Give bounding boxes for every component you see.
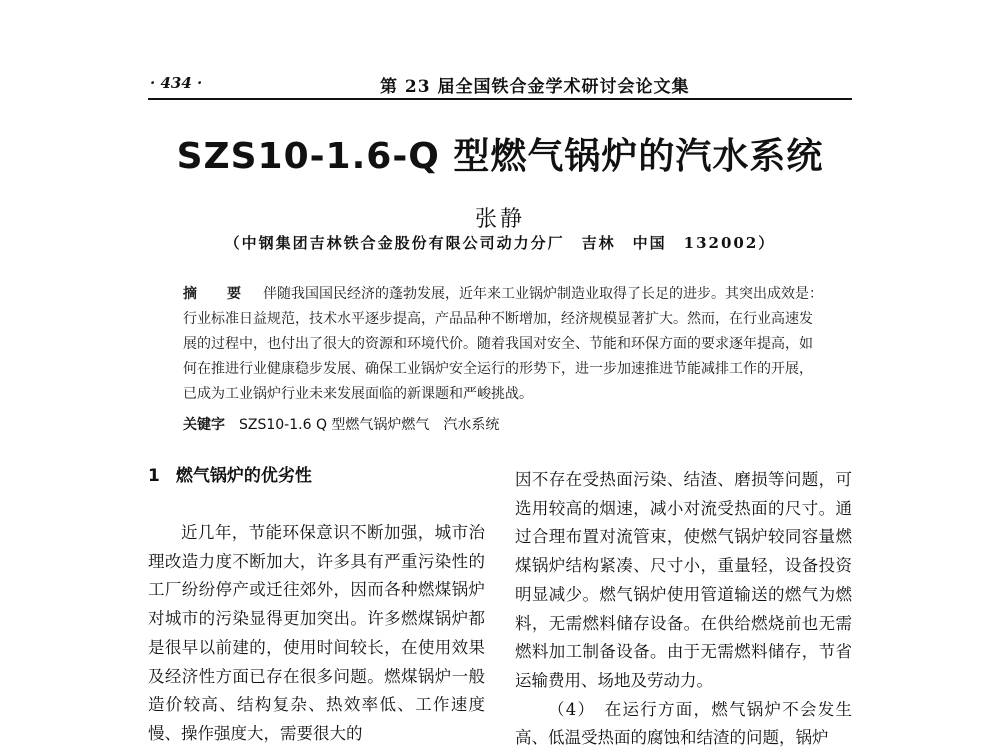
section-heading (148, 462, 485, 519)
running-header (150, 70, 850, 96)
left-column (148, 462, 485, 749)
author-affiliation: （中钢集团吉林铁合金股份有限公司动力分厂 吉林 中国 132002） (224, 234, 776, 252)
section-title: 燃气锅炉的优劣性 (175, 466, 312, 486)
keywords-text: SZS10-1.6 Q 型燃气锅炉燃气 汽水系统 (239, 417, 500, 433)
abstract-label: 摘 要 (183, 286, 249, 302)
body-paragraph: 近几年，节能环保意识不断加强，城市治理改造力度不断加大，许多具有严重污染性的工厂纷纷停产或迁往郊外，因而各种燃煤锅炉对城市的污染显得更加突出。许多燃煤锅炉都是很早以前建的，使用时间较长，在使用效果及经济性方面已存在很多问题。燃煤锅炉一般造价较高、结构复杂、热效率低、工作速度慢、操作强度大，需要很大的 (148, 523, 485, 743)
journal-title: 第 23 届全国铁合金学术研讨会论文集 (380, 77, 690, 97)
paper-title: SZS10-1.6-Q 型燃气锅炉的汽水系统 (176, 136, 824, 177)
abstract (183, 282, 823, 407)
section-number: 1 (148, 466, 160, 486)
keywords (183, 414, 823, 434)
body-paragraph-continued: 因不存在受热面污染、结渣、磨损等问题，可选用较高的烟速，减小对流受热面的尺寸。通过合理布置对流管束，使燃气锅炉较同容量燃煤锅炉结构紧凑、尺寸小，重量轻，设备投资明显减少。燃气锅炉使用管道输送的燃气为燃料，无需燃料储存设备。在供给燃烧前也无需燃料加工制备设备。由于无需燃料储存，节省运输费用、场地及劳动力。 (515, 470, 852, 690)
author-name: 张静 (474, 207, 525, 232)
right-column (515, 466, 852, 753)
header-rule (148, 98, 852, 100)
body-paragraph: （4） 在运行方面，燃气锅炉不会发生高、低温受热面的腐蚀和结渣的问题，锅炉 (515, 699, 852, 748)
page-number: · 434 · (150, 74, 203, 92)
abstract-text: 伴随我国国民经济的蓬勃发展，近年来工业锅炉制造业取得了长足的进步。其突出成效是：行业标准日益规范，技术水平逐步提高，产品品种不断增加，经济规模显著扩大。然而，在行业高速发展的过程中，也付出了很大的资源和环境代价。随着我国对安全、节能和环保方面的要求逐年提高，如何在推进行业健康稳步发展、确保工业锅炉安全运行的形势下，进一步加速推进节能减排工作的开展，已成为工业锅炉行业未来发展面临的新课题和严峻挑战。 (183, 286, 823, 402)
keywords-label: 关键字 (183, 417, 225, 433)
